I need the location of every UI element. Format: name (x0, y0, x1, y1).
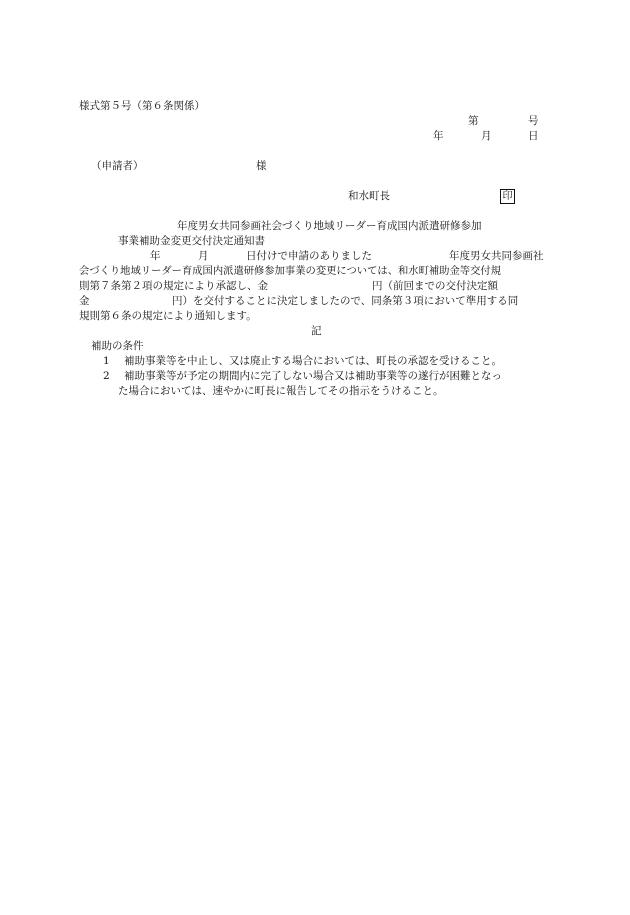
date-month: 月 (481, 130, 492, 142)
body-line4-b: 円）を交付することに決定しましたので、同条第３項において準用する同 (172, 295, 519, 307)
body-date-month: 月 (198, 250, 209, 262)
condition-item-2-cont: た場合においては、速やかに町長に報告してその指示をうけること。 (118, 385, 444, 397)
condition-item-1-text: 補助事業等を中止し、又は廃止する場合においては、町長の承認を受けること。 (124, 355, 502, 367)
applicant-honorific: 様 (256, 160, 267, 172)
doc-no-prefix: 第 (468, 115, 479, 127)
body-line4-a: 金 (79, 295, 90, 307)
applicant-label: （申請者） (91, 160, 144, 172)
date-year: 年 (433, 130, 444, 142)
body-date-year: 年 (150, 250, 161, 262)
body-line3-a: 則第７条第２項の規定により承認し、金 (79, 280, 268, 292)
ki-marker: 記 (311, 325, 322, 337)
body-line3-b: 円（前回までの交付決定額 (372, 280, 498, 292)
body-date-day-text: 日付けで申請のありました (246, 250, 372, 262)
condition-item-1-num: 1 (103, 355, 110, 367)
issuer-seal: 印 (500, 189, 515, 204)
condition-item-2-num: 2 (103, 370, 110, 382)
doc-title-line1: 年度男女共同参画社会づくり地域リーダー育成国内派遣研修参加 (177, 220, 482, 232)
body-line1-tail: 年度男女共同参画社 (449, 250, 544, 262)
conditions-heading: 補助の条件 (91, 340, 144, 352)
issuer-title: 和水町長 (348, 190, 390, 202)
body-line2: 会づくり地域リーダー育成国内派遣研修参加事業の変更については、和水町補助金等交付規 (79, 265, 501, 277)
date-day: 日 (528, 130, 539, 142)
condition-item-2-text: 補助事業等が予定の期間内に完了しない場合又は補助事業等の遂行が困難となっ (124, 370, 502, 382)
body-line5: 規則第６条の規定により通知します。 (79, 310, 257, 322)
form-id: 様式第５号（第６条関係） (79, 100, 205, 112)
doc-no-suffix: 号 (528, 115, 539, 127)
doc-title-line2: 事業補助金変更交付決定通知書 (118, 235, 265, 247)
